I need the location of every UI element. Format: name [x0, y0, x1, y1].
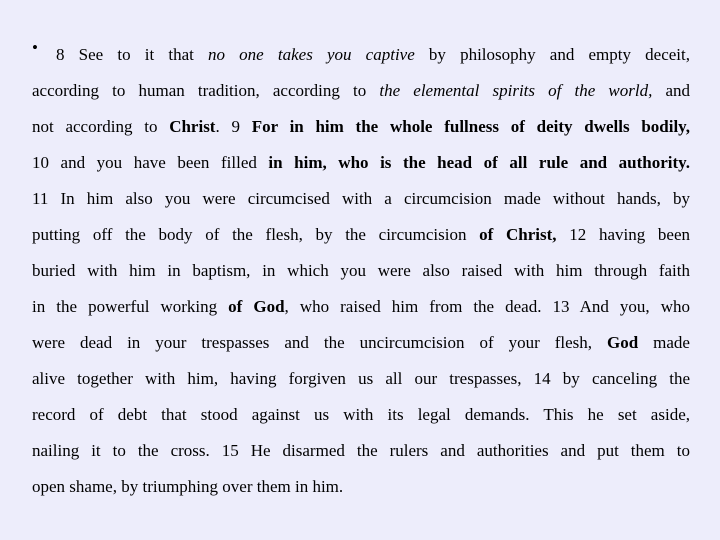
passage-line [32, 397, 690, 433]
passage-text: nailing it to the cross. 15 He disarmed the rulers and authorities and put them to [32, 441, 690, 460]
passage-emphasis-bold: God [607, 333, 639, 352]
passage-line [32, 181, 690, 217]
passage-emphasis-italic: the elemental spirits of the world, [379, 81, 653, 100]
passage-line [32, 469, 690, 505]
passage-emphasis-bold: in him, who is the head of all rule and authority. [268, 153, 690, 172]
passage-emphasis-bold: Christ [169, 117, 216, 136]
passage-text: 10 and you have been filled [32, 153, 269, 172]
passage-text: by philosophy and empty deceit, [414, 45, 690, 64]
passage-text: and [652, 81, 691, 100]
passage-text: according to human tradition, according to [32, 81, 380, 100]
passage-text: 11 In him also you were circumcised with a circumcision made without hands, by [32, 189, 690, 208]
passage-text: made [638, 333, 690, 352]
passage-emphasis-bold: of Christ, [479, 225, 557, 244]
passage-emphasis-bold: For in him the whole fullness of deity dwells bodily, [251, 117, 690, 136]
passage-text: in the powerful working [32, 297, 229, 316]
passage-line [32, 325, 690, 361]
passage-emphasis-italic: no one takes you captive [208, 45, 415, 64]
passage-text: open shame, by triumphing over them in him. [32, 477, 344, 496]
scripture-passage [32, 37, 690, 505]
passage-line [32, 109, 690, 145]
passage-text: 8 See to it that [56, 45, 209, 64]
passage-text: , who raised him from the dead. 13 And you, who [284, 297, 690, 316]
passage-text: not according to [32, 117, 170, 136]
passage-line [32, 145, 690, 181]
passage-line [32, 361, 690, 397]
passage-line [32, 73, 690, 109]
passage-line [32, 289, 690, 325]
passage-line [32, 37, 690, 73]
passage-emphasis-bold: of God [228, 297, 285, 316]
passage-line [32, 433, 690, 469]
bullet-marker: • [32, 38, 38, 57]
passage-text: record of debt that stood against us with its legal demands. This he set aside, [32, 405, 690, 424]
passage-text: were dead in your trespasses and the uncircumcision of your flesh, [32, 333, 607, 352]
passage-text: putting off the body of the flesh, by the circumcision [32, 225, 480, 244]
passage-line [32, 217, 690, 253]
passage-text: 12 having been [556, 225, 690, 244]
passage-text: buried with him in baptism, in which you were also raised with him through faith [32, 261, 690, 280]
passage-line [32, 253, 690, 289]
passage-text: alive together with him, having forgiven us all our trespasses, 14 by canceling the [32, 369, 690, 388]
passage-text: . 9 [215, 117, 252, 136]
